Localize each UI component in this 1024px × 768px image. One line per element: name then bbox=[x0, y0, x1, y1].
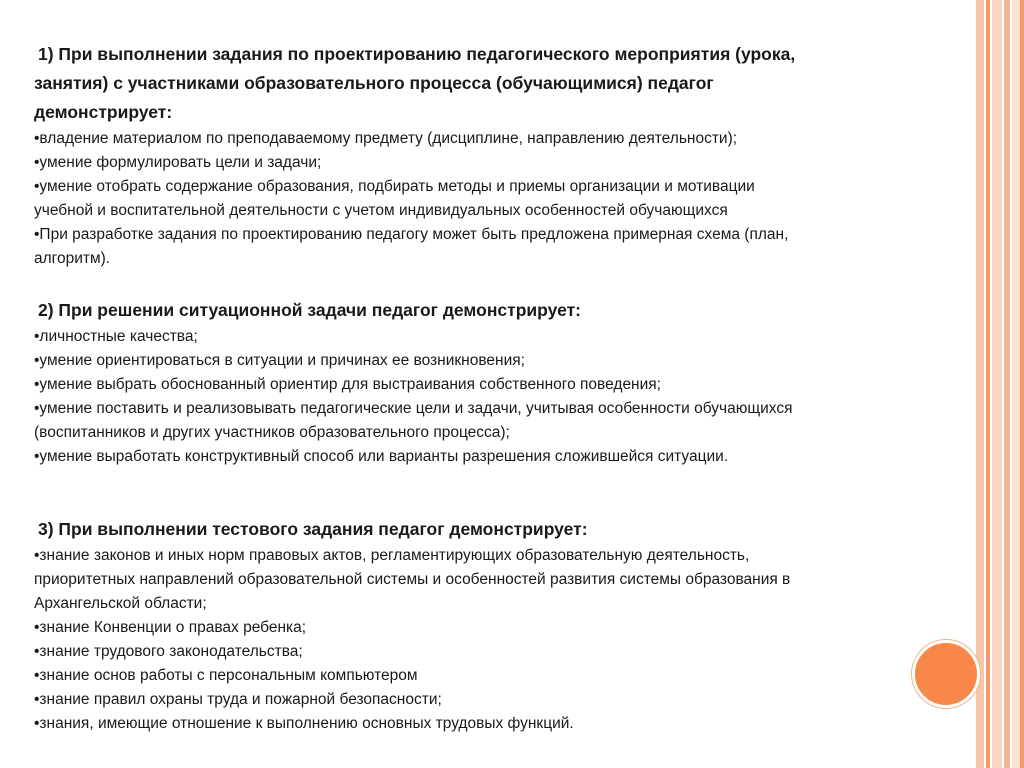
list-item: •знания, имеющие отношение к выполнению основных трудовых функций. bbox=[34, 715, 574, 732]
section-heading: 3) При выполнении тестового задания педагог демонстрирует: bbox=[38, 519, 588, 539]
decor-stripe bbox=[986, 0, 990, 768]
section-heading: 2) При решении ситуационной задачи педагог демонстрирует: bbox=[38, 300, 582, 320]
list-item: •знание основ работы с персональным компьютером bbox=[34, 667, 418, 684]
list-item: учебной и воспитательной деятельности с учетом индивидуальных особенностей обучающихся bbox=[34, 202, 728, 219]
decor-stripe bbox=[992, 0, 1002, 768]
list-item: •умение отобрать содержание образования, подбирать методы и приемы организации и мотивации bbox=[34, 178, 755, 195]
list-item: •умение выработать конструктивный способ или варианты разрешения сложившейся ситуации. bbox=[34, 448, 729, 465]
section-situational-task bbox=[34, 296, 934, 469]
list-item: •умение поставить и реализовывать педагогические цели и задачи, учитывая особенности обучающихся bbox=[34, 400, 793, 417]
section-test-task bbox=[34, 515, 934, 736]
list-item: •умение ориентироваться в ситуации и причинах ее возникновения; bbox=[34, 352, 525, 369]
list-item: •умение выбрать обоснованный ориентир для выстраивания собственного поведения; bbox=[34, 376, 661, 393]
list-item: •владение материалом по преподаваемому предмету (дисциплине, направлению деятельности); bbox=[34, 130, 738, 147]
list-item: приоритетных направлений образовательной системы и особенностей развития системы образования в bbox=[34, 571, 791, 588]
list-item: алгоритм). bbox=[34, 250, 111, 267]
list-item: (воспитанников и других участников образовательного процесса); bbox=[34, 424, 510, 441]
section-project-task bbox=[34, 40, 934, 271]
section-heading: демонстрирует: bbox=[34, 102, 173, 122]
list-item: •знание Конвенции о правах ребенка; bbox=[34, 619, 307, 636]
list-item: •При разработке задания по проектированию педагогу может быть предложена примерная схема (план, bbox=[34, 226, 789, 243]
list-item: •личностные качества; bbox=[34, 328, 198, 345]
list-item: •знание законов и иных норм правовых актов, регламентирующих образовательную деятельность, bbox=[34, 547, 750, 564]
decor-stripe bbox=[976, 0, 984, 768]
section-heading: занятия) с участниками образовательного процесса (обучающимися) педагог bbox=[34, 73, 714, 93]
list-item: Архангельской области; bbox=[34, 595, 207, 612]
list-item: •умение формулировать цели и задачи; bbox=[34, 154, 322, 171]
list-item: •знание трудового законодательства; bbox=[34, 643, 303, 660]
decor-stripe bbox=[1020, 0, 1024, 768]
decor-stripe bbox=[1004, 0, 1010, 768]
list-item: •знание правил охраны труда и пожарной безопасности; bbox=[34, 691, 442, 708]
section-heading: 1) При выполнении задания по проектированию педагогического мероприятия (урока, bbox=[38, 44, 796, 64]
